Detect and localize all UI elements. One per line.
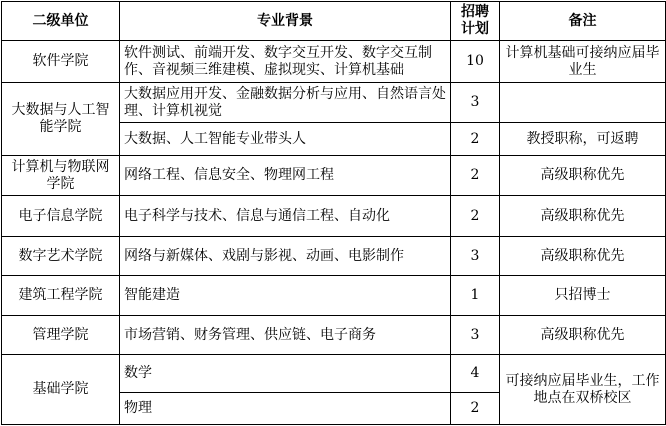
table-row: [2, 156, 666, 196]
unit-cell: 基础学院: [2, 355, 120, 425]
note-cell: 教授职称，可返聘: [500, 123, 666, 156]
plan-cell: 4: [451, 355, 500, 393]
unit-cell: 计算机与物联网学院: [2, 156, 120, 196]
table-row: [2, 196, 666, 237]
table-row: [2, 83, 666, 123]
major-cell: 数学: [120, 355, 451, 393]
major-cell: 物理: [120, 393, 451, 425]
major-cell: 大数据、人工智能专业带头人: [120, 123, 451, 156]
header-row: [2, 2, 666, 41]
header-plan: 招聘 计划: [451, 2, 500, 41]
unit-cell: 电子信息学院: [2, 196, 120, 237]
note-cell: [500, 83, 666, 123]
table-row: [2, 41, 666, 83]
major-cell: 大数据应用开发、金融数据分析与应用、自然语言处理、计算机视觉: [120, 83, 451, 123]
note-cell: 可接纳应届毕业生，工作地点在双桥校区: [500, 355, 666, 425]
table-row: [2, 237, 666, 276]
note-cell: 只招博士: [500, 276, 666, 316]
note-cell: 计算机基础可接纳应届毕业生: [500, 41, 666, 83]
plan-cell: 2: [451, 393, 500, 425]
header-major: 专业背景: [120, 2, 451, 41]
note-cell: 高级职称优先: [500, 316, 666, 355]
plan-cell: 2: [451, 196, 500, 237]
table-row: [2, 276, 666, 316]
plan-cell: 3: [451, 316, 500, 355]
plan-cell: 2: [451, 156, 500, 196]
plan-cell: 10: [451, 41, 500, 83]
table-row: [2, 355, 666, 393]
note-cell: 高级职称优先: [500, 237, 666, 276]
plan-cell: 3: [451, 237, 500, 276]
recruitment-table: [1, 1, 666, 425]
plan-cell: 2: [451, 123, 500, 156]
major-cell: 市场营销、财务管理、供应链、电子商务: [120, 316, 451, 355]
plan-cell: 1: [451, 276, 500, 316]
header-note: 备注: [500, 2, 666, 41]
table-row: [2, 316, 666, 355]
major-cell: 电子科学与技术、信息与通信工程、自动化: [120, 196, 451, 237]
unit-cell: 软件学院: [2, 41, 120, 83]
note-cell: 高级职称优先: [500, 196, 666, 237]
note-cell: 高级职称优先: [500, 156, 666, 196]
major-cell: 网络与新媒体、戏剧与影视、动画、电影制作: [120, 237, 451, 276]
unit-cell: 大数据与人工智能学院: [2, 83, 120, 156]
major-cell: 软件测试、前端开发、数字交互开发、数字交互制作、音视频三维建模、虚拟现实、计算机基础: [120, 41, 451, 83]
major-cell: 智能建造: [120, 276, 451, 316]
unit-cell: 管理学院: [2, 316, 120, 355]
header-unit: 二级单位: [2, 2, 120, 41]
unit-cell: 建筑工程学院: [2, 276, 120, 316]
plan-cell: 3: [451, 83, 500, 123]
major-cell: 网络工程、信息安全、物理网工程: [120, 156, 451, 196]
unit-cell: 数字艺术学院: [2, 237, 120, 276]
